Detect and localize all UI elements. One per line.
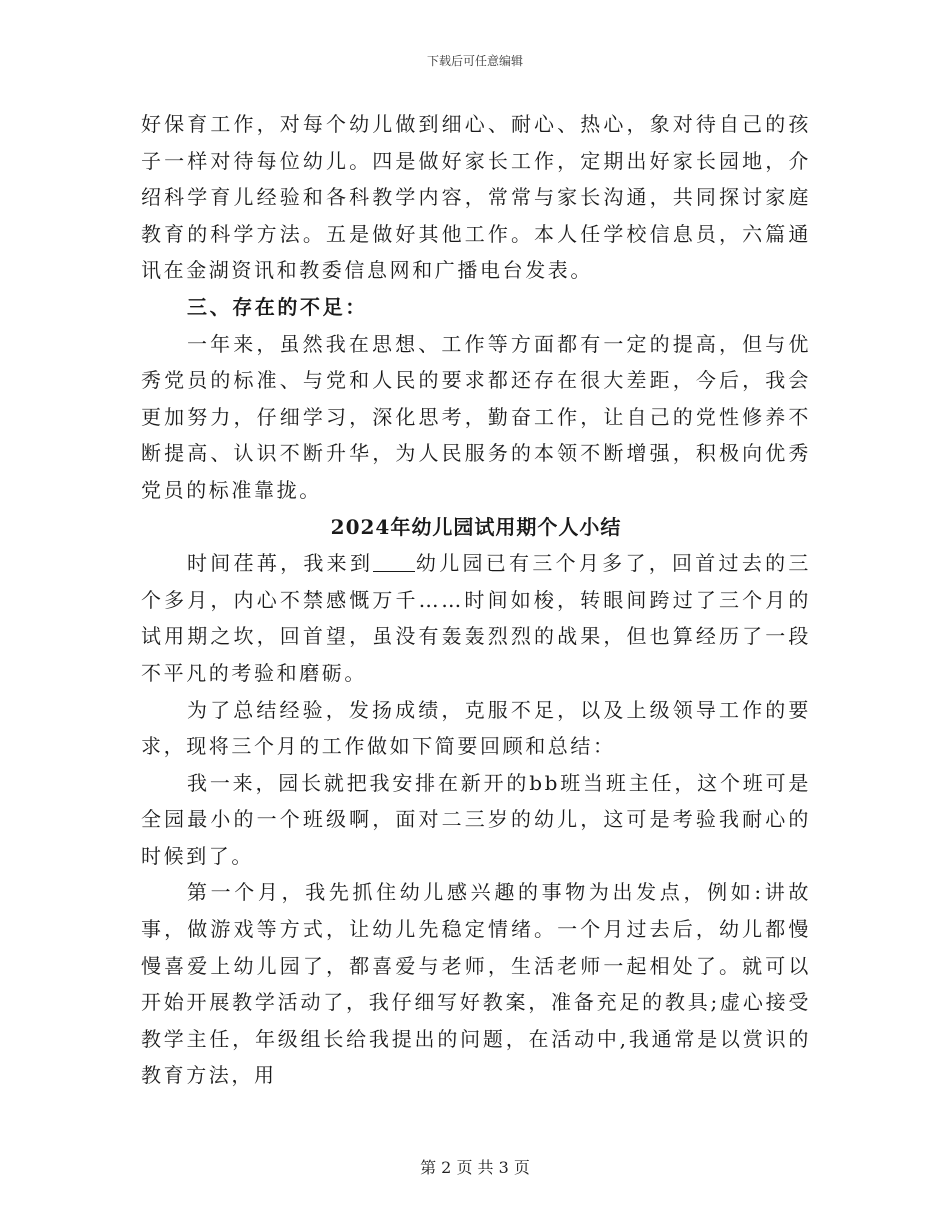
paragraph-first-month: 第一个月，我先抓住幼儿感兴趣的事物为出发点，例如:讲故事，做游戏等方式，让幼儿先稳定情绪。一个月过去后，幼儿都慢慢喜爱上幼儿园了，都喜爱与老师，生活老师一起相处了。就可以开始开展教学活动了，我仔细写好教案，准备充足的教具;虚心接受教学主任，年级组长给我提出的问题，在活动中,我通常是以赏识的教育方法，用: [141, 880, 811, 1088]
paragraph-shortcomings: 一年来，虽然我在思想、工作等方面都有一定的提高，但与优秀党员的标准、与党和人民的要求都还存在很大差距，今后，我会更加努力，仔细学习，深化思考，勤奋工作，让自己的党性修养不断提高、认识不断升华，为人民服务的本领不断增强，积极向优秀党员的标准靠拢。: [141, 331, 811, 502]
intro-text-start: 时间荏苒，我来到: [187, 551, 374, 576]
paragraph-class-assignment: 我一来，园长就把我安排在新开的bb班当班主任，这个班可是全园最小的一个班级啊，面对二三岁的幼儿，这可是考验我耐心的时候到了。: [141, 770, 811, 868]
section-heading-shortcomings: 三、存在的不足：: [187, 294, 368, 319]
blank-underline: [373, 551, 415, 572]
intro-text-rest: 幼儿园已有三个月多了，回首过去的三个多月，内心不禁感慨万千……时间如梭，转眼间跨过了三个月的试用期之坎，回首望，虽没有轰轰烈烈的战果，但也算经历了一段不平凡的考验和磨砺。: [141, 551, 811, 685]
document-title: 2024年幼儿园试用期个人小结: [330, 514, 622, 539]
paragraph-intro: [141, 545, 811, 691]
paragraph-purpose: 为了总结经验，发扬成绩，克服不足，以及上级领导工作的要求，现将三个月的工作做如下简要回顾和总结：: [141, 697, 811, 759]
paragraph-continued: 好保育工作，对每个幼儿做到细心、耐心、热心，象对待自己的孩子一样对待每位幼儿。四是做好家长工作，定期出好家长园地，介绍科学育儿经验和各科教学内容，常常与家长沟通，共同探讨家庭教育的科学方法。五是做好其他工作。本人任学校信息员，六篇通讯在金湖资讯和教委信息网和广播电台发表。: [141, 112, 811, 283]
page-number-footer: 第 2 页 共 3 页: [420, 1158, 530, 1177]
header-note: 下载后可任意编辑: [426, 54, 523, 68]
document-body: [141, 106, 811, 1094]
